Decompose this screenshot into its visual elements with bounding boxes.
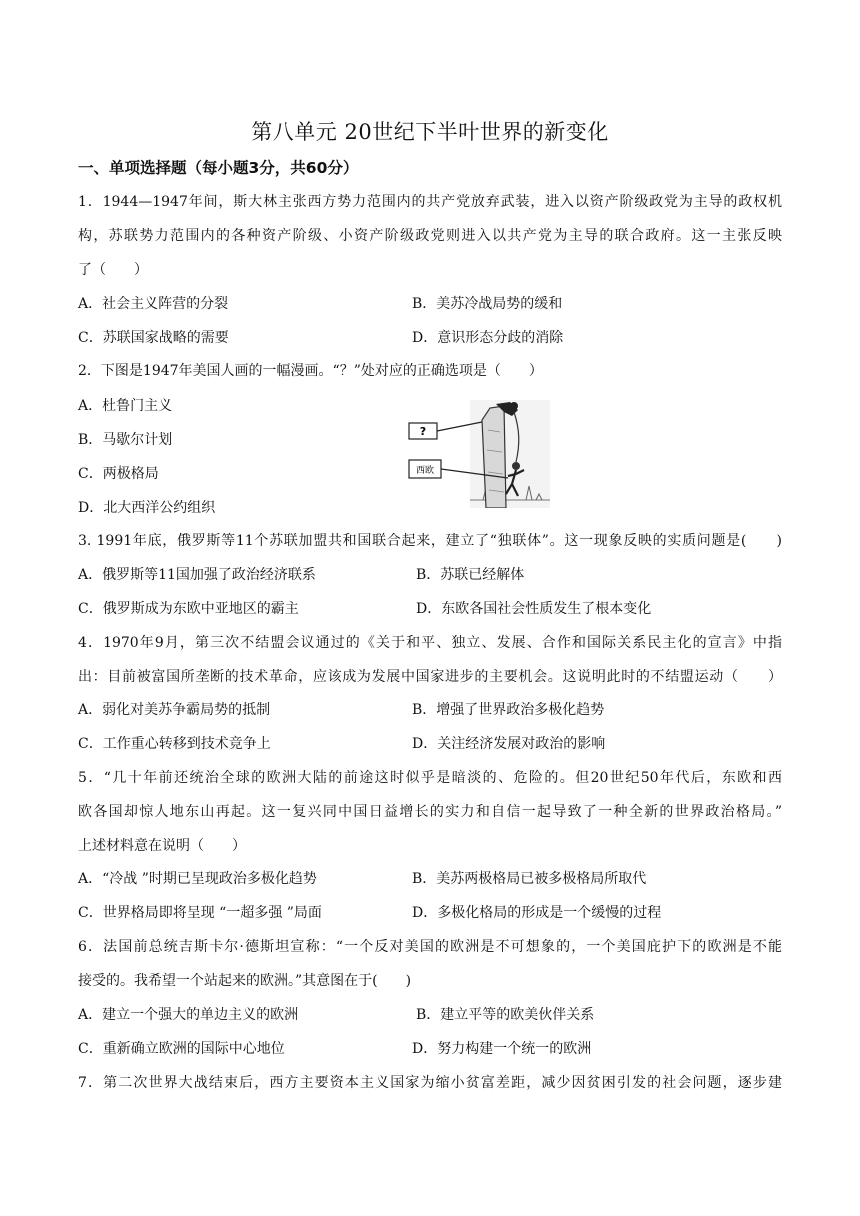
q7-line-1: 7．第二次世界大战结束后，西方主要资本主义国家为缩小贫富差距，减少因贫困引发的社会问题，逐步建 xyxy=(78,1075,782,1091)
q4-option-b[interactable]: B．增强了世界政治多极化趋势 xyxy=(412,702,605,718)
cliff-pillar xyxy=(482,406,506,508)
q5-line-1: 5．“几十年前还统治全球的欧洲大陆的前途这时似乎是暗淡的、危险的。但20世纪50年代后，东欧和西 xyxy=(78,770,782,786)
q5-option-c[interactable]: C．世界格局即将呈现 “一超多强 ”局面 xyxy=(78,905,322,921)
q1-line-1: 1．1944—1947年间，斯大林主张西方势力范围内的共产党放弃武装，进入以资产阶级政党为主导的政权机 xyxy=(78,194,782,210)
q2-option-c[interactable]: C．两极格局 xyxy=(78,466,159,482)
cartoon-background xyxy=(470,400,550,508)
label-question-mark: ? xyxy=(419,425,427,438)
q2-option-d[interactable]: D．北大西洋公约组织 xyxy=(78,500,216,516)
q6-option-b[interactable]: B．建立平等的欧美伙伴关系 xyxy=(416,1007,595,1023)
q2-line-1: 2．下图是1947年美国人画的一幅漫画。“？”处对应的正确选项是（ ） xyxy=(78,363,543,379)
q6-option-d[interactable]: D．努力构建一个统一的欧洲 xyxy=(412,1041,592,1057)
q6-line-1: 6．法国前总统吉斯卡尔·德斯坦宣称：“一个反对美国的欧洲是不可想象的，一个美国庇护下的欧洲是不能 xyxy=(78,939,782,955)
q5-option-d[interactable]: D．多极化格局的形成是一个缓慢的过程 xyxy=(412,905,662,921)
q2-option-b[interactable]: B．马歇尔计划 xyxy=(78,432,173,448)
q3-option-d[interactable]: D．东欧各国社会性质发生了根本变化 xyxy=(416,601,652,617)
q5-line-2: 欧各国却惊人地东山再起。这一复兴同中国日益增长的实力和自信一起导致了一种全新的世界政治格局。” xyxy=(78,804,782,820)
q1-option-c[interactable]: C．苏联国家战略的需要 xyxy=(78,330,229,346)
climber-figure xyxy=(512,462,520,470)
q4-option-d[interactable]: D．关注经济发展对政治的影响 xyxy=(412,736,606,752)
q4-option-a[interactable]: A．弱化对美苏争霸局势的抵制 xyxy=(78,702,271,718)
section-heading: 一、单项选择题（每小题3分，共60分） xyxy=(78,159,359,177)
q3-option-b[interactable]: B．苏联已经解体 xyxy=(416,567,525,583)
label-west-europe: 西欧 xyxy=(415,466,435,476)
q4-option-c[interactable]: C．工作重心转移到技术竞争上 xyxy=(78,736,271,752)
q3-option-a[interactable]: A．俄罗斯等11国加强了政治经济联系 xyxy=(78,567,316,583)
q5-option-a[interactable]: A．“冷战 ”时期已呈现政治多极化趋势 xyxy=(78,871,317,887)
page-title: 第八单元 20世纪下半叶世界的新变化 xyxy=(251,120,609,144)
q1-line-3: 了（ ） xyxy=(78,262,148,278)
q2-option-a[interactable]: A．杜鲁门主义 xyxy=(78,398,173,414)
q1-line-2: 构，苏联势力范围内的各种资产阶级、小资产阶级政党则进入以共产党为主导的联合政府。这一主张反映 xyxy=(78,228,782,244)
q5-line-3: 上述材料意在说明（ ） xyxy=(78,838,246,854)
q6-line-2: 接受的。我希望一个站起来的欧洲。”其意图在于( ) xyxy=(78,973,412,989)
q3-option-c[interactable]: C．俄罗斯成为东欧中亚地区的霸主 xyxy=(78,601,299,617)
q1-option-b[interactable]: B．美苏冷战局势的缓和 xyxy=(412,296,563,312)
q6-option-a[interactable]: A．建立一个强大的单边主义的欧洲 xyxy=(78,1007,299,1023)
q4-line-1: 4．1970年9月，第三次不结盟会议通过的《关于和平、独立、发展、合作和国际关系民主化的宣言》中指 xyxy=(78,635,782,651)
q5-option-b[interactable]: B．美苏两极格局已被多极格局所取代 xyxy=(412,871,647,887)
cartoon-figure xyxy=(408,400,550,508)
q6-option-c[interactable]: C．重新确立欧洲的国际中心地位 xyxy=(78,1041,285,1057)
q1-option-d[interactable]: D．意识形态分歧的消除 xyxy=(412,330,564,346)
q4-line-2: 出：目前被富国所垄断的技术革命，应该成为发展中国家进步的主要机会。这说明此时的不结盟运动（ ） xyxy=(78,669,782,685)
q3-line-1: 3. 1991年底，俄罗斯等11个苏联加盟共和国联合起来，建立了“独联体”。这一现象反映的实质问题是( ) xyxy=(78,533,782,549)
q1-option-a[interactable]: A．社会主义阵营的分裂 xyxy=(78,296,229,312)
cartoon-illustration xyxy=(408,400,550,508)
